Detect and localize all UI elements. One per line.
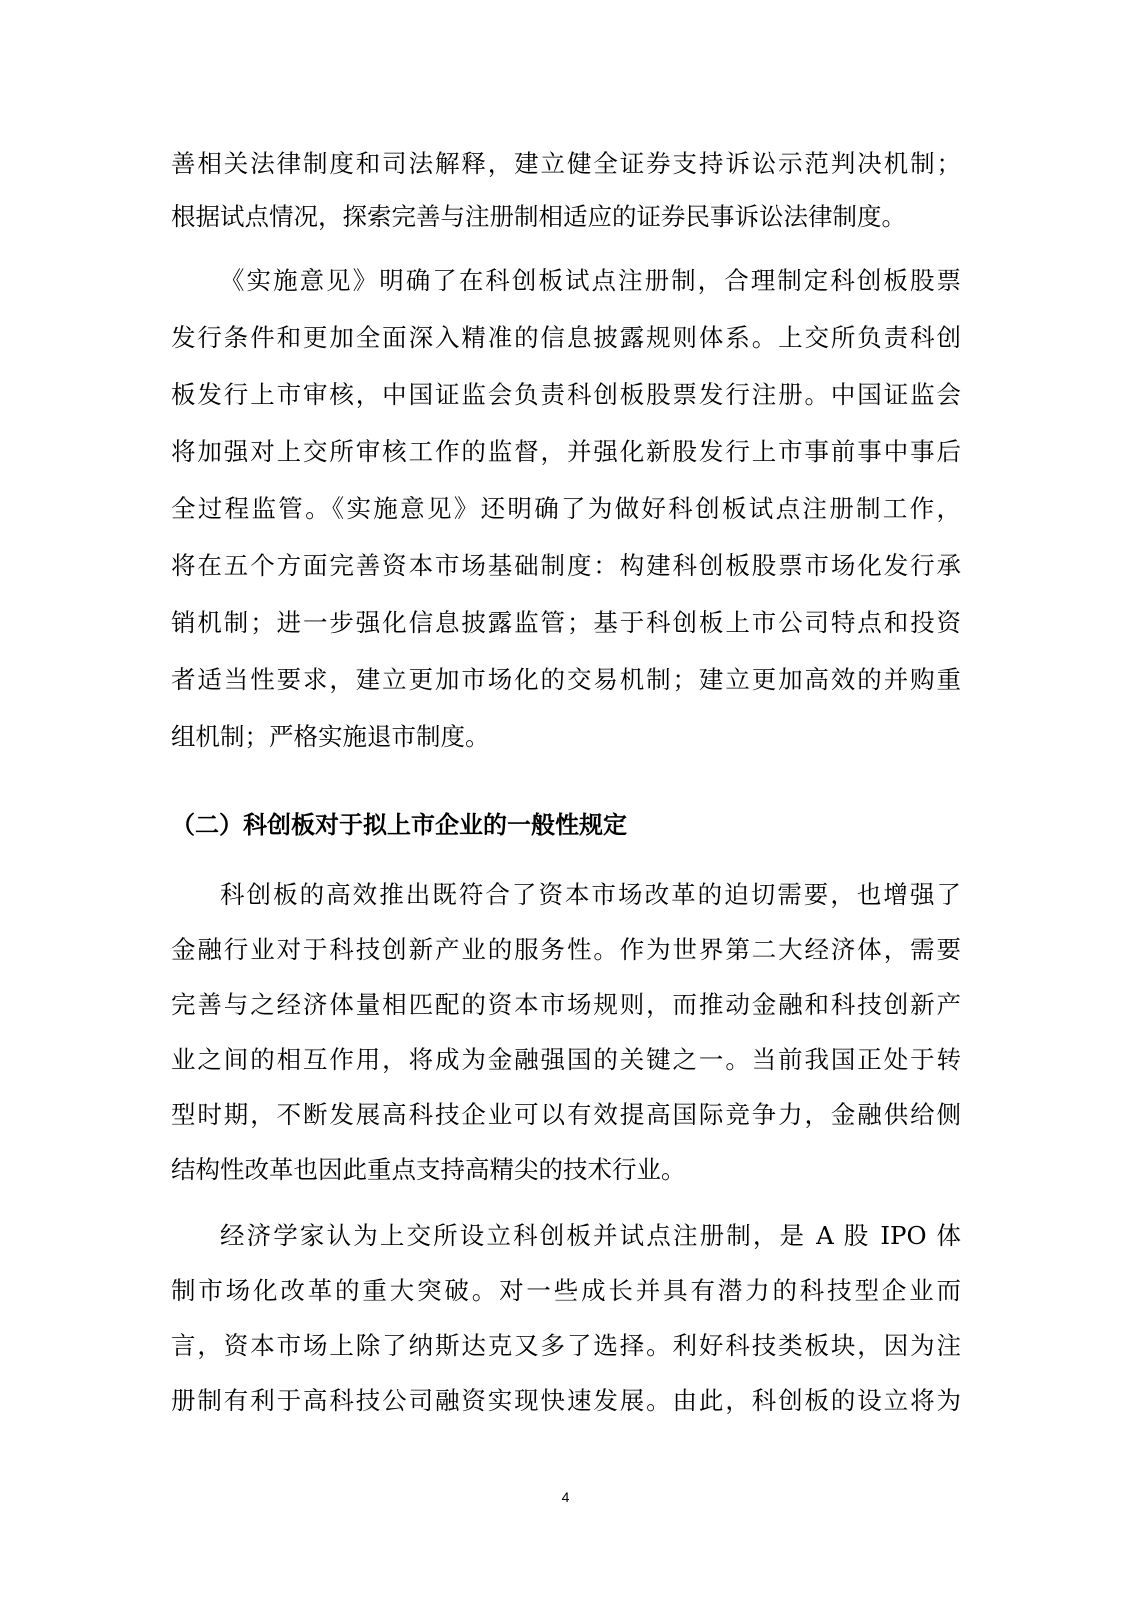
body-text-line: 全过程监管。《实施意见》还明确了为做好科创板试点注册制工作，: [171, 494, 961, 523]
body-text-line: 完善与之经济体量相匹配的资本市场规则，而推动金融和科技创新产: [171, 990, 961, 1019]
body-text-line: 制市场化改革的重大突破。对一些成长并具有潜力的科技型企业而: [171, 1276, 961, 1305]
body-text-line: 发行条件和更加全面深入精准的信息披露规则体系。上交所负责科创: [171, 323, 961, 352]
page-number: 4: [561, 1489, 570, 1505]
body-text-line: 业之间的相互作用，将成为金融强国的关键之一。当前我国正处于转: [171, 1045, 961, 1074]
body-text-line: 言，资本市场上除了纳斯达克又多了选择。利好科技类板块，因为注: [171, 1331, 961, 1360]
body-text-line: 组机制；严格实施退市制度。: [171, 722, 490, 751]
body-text-line: 《实施意见》明确了在科创板试点注册制，合理制定科创板股票: [220, 266, 961, 295]
section-heading: （二）科创板对于拟上市企业的一般性规定: [171, 811, 627, 839]
body-text-line: 板发行上市审核，中国证监会负责科创板股票发行注册。中国证监会: [171, 380, 961, 409]
body-text-line: 根据试点情况，探索完善与注册制相适应的证券民事诉讼法律制度。: [171, 202, 906, 231]
body-text-line: 科创板的高效推出既符合了资本市场改革的迫切需要，也增强了: [220, 880, 961, 909]
body-text-line: 将加强对上交所审核工作的监督，并强化新股发行上市事前事中事后: [171, 437, 961, 466]
body-text-line: 型时期，不断发展高科技企业可以有效提高国际竞争力，金融供给侧: [171, 1100, 961, 1129]
body-text-line: 善相关法律制度和司法解释，建立健全证券支持诉讼示范判决机制；: [171, 149, 961, 178]
body-text-line: 者适当性要求，建立更加市场化的交易机制；建立更加高效的并购重: [171, 665, 961, 694]
body-text-line: 金融行业对于科技创新产业的服务性。作为世界第二大经济体，需要: [171, 935, 961, 964]
body-text-line: 将在五个方面完善资本市场基础制度：构建科创板股票市场化发行承: [171, 551, 961, 580]
body-text-line: 销机制；进一步强化信息披露监管；基于科创板上市公司特点和投资: [171, 608, 961, 637]
body-text-line: 册制有利于高科技公司融资实现快速发展。由此，科创板的设立将为: [171, 1386, 961, 1415]
body-text-line: 经济学家认为上交所设立科创板并试点注册制，是 A 股 IPO 体: [220, 1221, 961, 1250]
body-text-line: 结构性改革也因此重点支持高精尖的技术行业。: [171, 1155, 686, 1184]
